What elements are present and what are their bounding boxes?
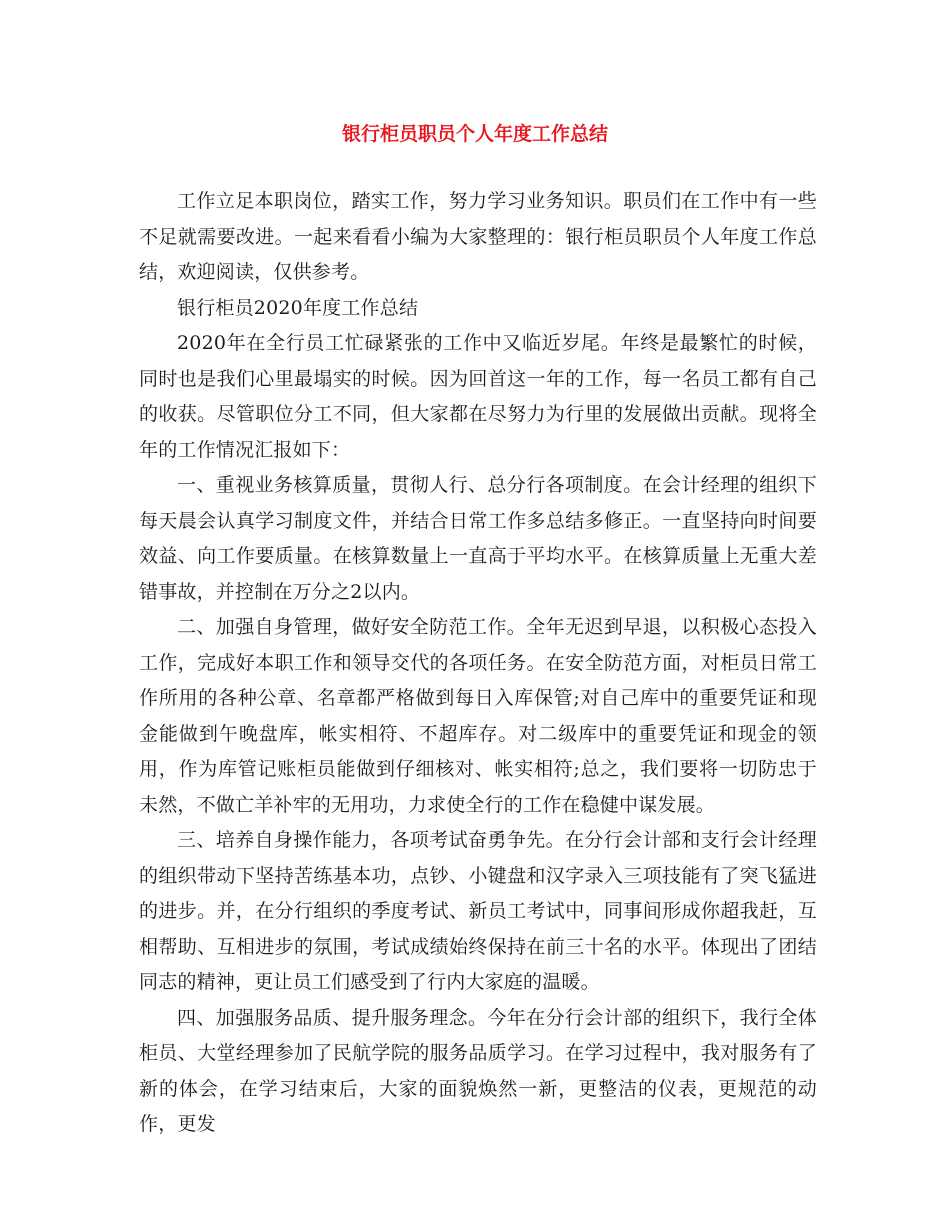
paragraph-section-3: 三、培养自身操作能力，各项考试奋勇争先。在分行会计部和支行会计经理的组织带动下坚持苦练基本功，点钞、小键盘和汉字录入三项技能有了突飞猛进的进步。并，在分行组织的季度考试、新员工考试中，同事间形成你超我赶，互相帮助、互相进步的氛围，考试成绩始终保持在前三十名的水平。体现出了团结同志的精神，更让员工们感受到了行内大家庭的温暖。 (139, 829, 817, 993)
paragraph-overview: 2020年在全行员工忙碌紧张的工作中又临近岁尾。年终是最繁忙的时候，同时也是我们心里最塌实的时候。因为回首这一年的工作，每一名员工都有自己的收获。尽管职位分工不同，但大家都在尽努力为行里的发展做出贡献。现将全年的工作情况汇报如下： (139, 332, 817, 461)
paragraph-section-4: 四、加强服务品质、提升服务理念。今年在分行会计部的组织下，我行全体柜员、大堂经理参加了民航学院的服务品质学习。在学习过程中，我对服务有了新的体会，在学习结束后，大家的面貌焕然一新，更整洁的仪表，更规范的动作，更发 (139, 1006, 817, 1135)
paragraph-section-2: 二、加强自身管理，做好安全防范工作。全年无迟到早退，以积极心态投入工作，完成好本职工作和领导交代的各项任务。在安全防范方面，对柜员日常工作所用的各种公章、名章都严格做到每日入库保管;对自己库中的重要凭证和现金能做到午晚盘库，帐实相符、不超库存。对二级库中的重要凭证和现金的领用，作为库管记账柜员能做到仔细核对、帐实相符;总之，我们要将一切防忠于未然，不做亡羊补牢的无用功，力求使全行的工作在稳健中谋发展。 (139, 616, 817, 816)
paragraph-subtitle: 银行柜员2020年度工作总结 (177, 296, 419, 319)
paragraph-section-1: 一、重视业务核算质量，贯彻人行、总分行各项制度。在会计经理的组织下每天晨会认真学习制度文件，并结合日常工作多总结多修正。一直坚持向时间要效益、向工作要质量。在核算数量上一直高于平均水平。在核算质量上无重大差错事故，并控制在万分之2以内。 (139, 474, 817, 603)
document-title: 银行柜员职员个人年度工作总结 (341, 123, 608, 145)
paragraph-intro: 工作立足本职岗位，踏实工作，努力学习业务知识。职员们在工作中有一些不足就需要改进。一起来看看小编为大家整理的：银行柜员职员个人年度工作总结，欢迎阅读，仅供参考。 (139, 190, 817, 283)
document-body (139, 184, 817, 1143)
